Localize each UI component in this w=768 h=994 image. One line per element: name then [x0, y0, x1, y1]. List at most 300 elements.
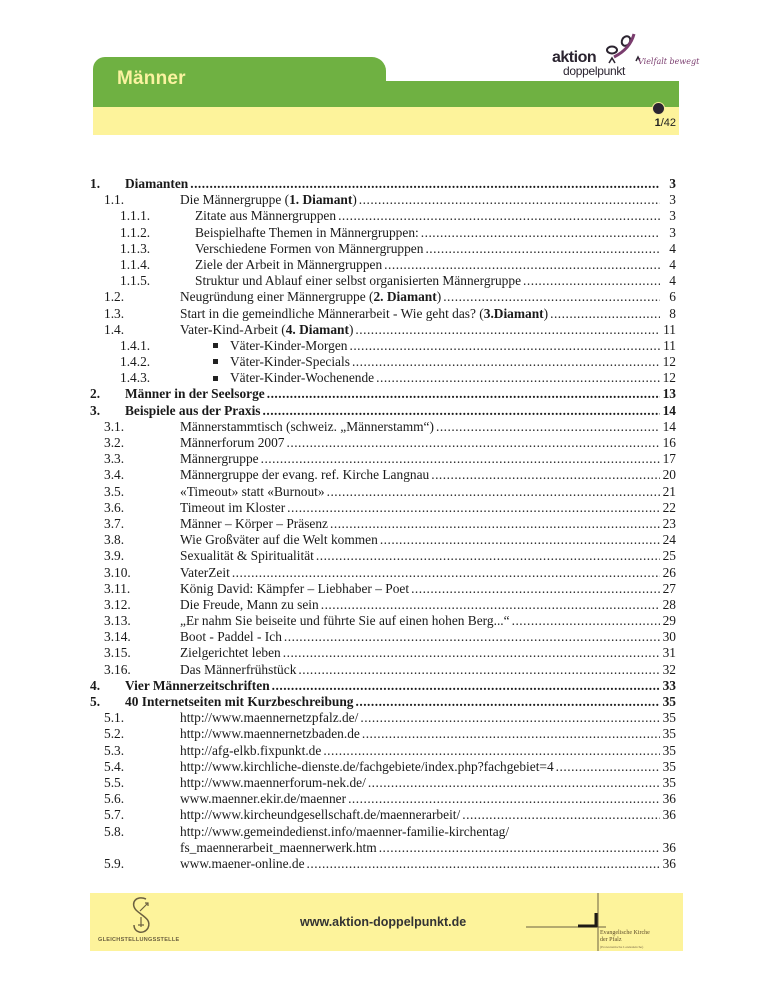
toc-entry-text	[180, 824, 676, 840]
toc-entry-title: Vater-Kind-Arbeit (	[180, 321, 286, 337]
toc-entry[interactable]	[90, 775, 676, 791]
toc-entry-number: 1.4.2.	[120, 354, 151, 370]
dot-leader	[379, 840, 660, 856]
table-of-contents	[90, 176, 676, 872]
toc-entry-title: Boot - Paddel - Ich	[180, 629, 282, 645]
toc-entry[interactable]	[90, 678, 676, 694]
toc-entry-text	[180, 435, 676, 451]
toc-entry[interactable]	[90, 338, 676, 354]
toc-entry-number: 1.	[90, 176, 101, 191]
toc-entry-page: 35	[660, 694, 676, 710]
ekpfalz-text	[600, 930, 650, 944]
toc-entry[interactable]	[90, 710, 676, 726]
toc-entry-title: VaterZeit	[180, 564, 230, 580]
toc-entry-text	[125, 694, 676, 710]
toc-entry-number: 1.4.3.	[120, 370, 151, 386]
toc-entry-label	[180, 597, 321, 613]
toc-entry-number: 5.	[90, 694, 101, 709]
header-yellow-band	[93, 107, 679, 135]
toc-entry-number: 5.3.	[104, 742, 125, 758]
dot-leader	[431, 467, 660, 483]
bullet-icon	[213, 359, 218, 364]
toc-entry-page: 35	[660, 759, 676, 775]
toc-entry-title: www.maener-online.de	[180, 855, 305, 871]
toc-entry[interactable]	[90, 354, 676, 370]
gleichstellungsstelle-label: GLEICHSTELLUNGSSTELLE	[98, 937, 180, 943]
toc-entry[interactable]	[90, 208, 676, 224]
toc-entry[interactable]	[90, 645, 676, 661]
toc-entry-text	[195, 241, 676, 257]
toc-entry-title: Zitate aus Männergruppen	[195, 208, 337, 224]
toc-entry-page: 12	[660, 354, 676, 370]
toc-entry[interactable]	[90, 225, 676, 241]
toc-entry[interactable]	[90, 597, 676, 613]
dot-leader	[307, 856, 660, 872]
toc-entry-text	[195, 370, 676, 386]
toc-entry-number: 5.9.	[104, 855, 125, 871]
toc-entry-text	[180, 856, 676, 872]
dot-leader	[283, 645, 660, 661]
cross-icon	[526, 893, 606, 951]
toc-entry-page: 28	[660, 597, 676, 613]
toc-entry-text	[180, 775, 676, 791]
toc-entry-title: Timeout im Kloster	[180, 499, 286, 515]
toc-entry-text	[125, 176, 676, 192]
toc-entry-label	[125, 694, 356, 710]
toc-entry-label	[180, 726, 362, 742]
dot-leader	[360, 710, 660, 726]
toc-entry-page: 3	[660, 176, 676, 192]
dot-leader	[330, 516, 660, 532]
dot-leader	[421, 225, 660, 241]
bullet-icon	[213, 343, 218, 348]
dot-leader	[323, 743, 660, 759]
toc-entry-number: 3.	[90, 402, 101, 418]
dot-leader	[462, 807, 660, 823]
toc-entry-page: 11	[660, 338, 676, 354]
ekpfalz-logo	[526, 893, 676, 951]
toc-entry-number: 3.13.	[104, 613, 131, 629]
toc-entry-number: 3.8.	[104, 532, 125, 548]
toc-entry-page: 11	[660, 322, 676, 338]
toc-entry-label	[180, 322, 355, 338]
toc-entry-text	[195, 354, 676, 370]
logo-text-doppelpunkt: doppelpunkt	[563, 64, 626, 78]
toc-entry-number: 5.5.	[104, 774, 125, 790]
toc-entry-title: Beispiele aus der Praxis	[125, 402, 261, 418]
toc-entry[interactable]	[90, 791, 676, 807]
toc-entry-number: 3.2.	[104, 435, 125, 450]
dot-leader	[316, 548, 660, 564]
toc-entry-label	[180, 192, 359, 208]
toc-entry-page: 31	[660, 645, 676, 661]
toc-entry-title: www.maenner.ekir.de/maenner	[180, 791, 347, 807]
toc-entry-number: 1.1.4.	[120, 256, 151, 272]
toc-entry-title: Sexualität & Spiritualität	[180, 548, 314, 564]
figure-logo-icon	[600, 33, 640, 67]
toc-entry-text	[180, 532, 676, 548]
dot-leader	[380, 532, 660, 548]
toc-entry-number: 3.16.	[104, 661, 131, 677]
toc-entry-page: 24	[660, 532, 676, 548]
toc-entry-label	[195, 241, 425, 257]
toc-entry-text	[180, 743, 676, 759]
toc-entry-page: 36	[660, 856, 676, 872]
toc-entry-title: Männerforum 2007	[180, 435, 285, 450]
toc-entry-label	[125, 386, 267, 402]
toc-entry-label	[180, 710, 360, 726]
toc-entry-title: Start in die gemeindliche Männerarbeit - Wie geht das? (	[180, 305, 484, 321]
toc-entry-label	[180, 289, 443, 305]
dot-leader	[556, 759, 660, 775]
toc-entry-page: 23	[660, 516, 676, 532]
dot-leader	[550, 306, 660, 322]
toc-entry-text	[125, 678, 676, 694]
dot-leader	[411, 581, 660, 597]
toc-entry-text	[180, 500, 676, 516]
toc-entry-title: Die Männergruppe (	[180, 192, 290, 208]
dot-leader	[284, 629, 660, 645]
toc-entry[interactable]	[90, 467, 676, 483]
toc-entry-label	[180, 548, 316, 564]
toc-entry[interactable]	[90, 662, 676, 678]
toc-entry-text	[180, 710, 676, 726]
toc-entry-text	[180, 565, 676, 581]
toc-entry-number: 5.1.	[104, 710, 125, 726]
toc-entry-label	[180, 613, 512, 629]
toc-entry[interactable]	[90, 241, 676, 257]
toc-entry-text	[180, 726, 676, 742]
toc-entry-page: 16	[660, 435, 676, 451]
toc-entry-label	[180, 824, 511, 840]
toc-entry-page: 8	[660, 306, 676, 322]
dot-leader	[338, 208, 660, 224]
toc-entry-page: 21	[660, 484, 676, 500]
footer-url[interactable]: www.aktion-doppelpunkt.de	[300, 915, 467, 929]
dot-leader	[327, 484, 660, 500]
dot-leader	[356, 694, 661, 710]
toc-entry-title: Struktur und Ablauf einer selbst organisierten Männergruppe	[195, 273, 522, 289]
toc-entry-number: 1.4.	[104, 321, 125, 337]
toc-entry[interactable]	[90, 370, 676, 386]
dot-leader	[425, 241, 660, 257]
aktion-doppelpunkt-logo	[540, 33, 700, 79]
toc-entry-title-bold: 3.Diamant	[483, 305, 544, 321]
toc-entry-title: http://www.kircheundgesellschaft.de/maennerarbeit/	[180, 807, 461, 823]
toc-entry[interactable]	[90, 500, 676, 516]
toc-entry-text	[180, 597, 676, 613]
toc-entry[interactable]	[90, 192, 676, 208]
toc-entry-number: 3.12.	[104, 596, 131, 612]
toc-entry-title-tail: )	[543, 305, 549, 321]
toc-entry-page: 4	[660, 257, 676, 273]
dot-leader	[190, 176, 660, 192]
dot-leader	[349, 338, 660, 354]
toc-entry-number: 1.1.	[104, 192, 125, 208]
toc-entry-title: Männerstammtisch (schweiz. „Männerstamm“)	[180, 418, 434, 434]
toc-entry-page: 3	[660, 208, 676, 224]
toc-entry-title: http://www.maennernetzpfalz.de/	[180, 710, 359, 726]
dot-leader	[352, 354, 660, 370]
toc-entry-number: 1.2.	[104, 289, 125, 305]
dot-leader	[232, 565, 660, 581]
section-title: Männer	[117, 68, 186, 89]
toc-entry-page: 14	[660, 419, 676, 435]
toc-entry-page: 13	[660, 386, 676, 402]
toc-entry-title: Männergruppe der evang. ref. Kirche Langnau	[180, 467, 430, 483]
toc-entry-page: 6	[660, 289, 676, 305]
toc-entry-label	[180, 306, 550, 322]
toc-entry-title-bold: 4. Diamant	[285, 321, 349, 337]
toc-entry-text	[180, 791, 676, 807]
toc-entry[interactable]	[90, 435, 676, 451]
dot-leader	[267, 386, 660, 402]
toc-entry[interactable]	[90, 856, 676, 872]
toc-entry[interactable]	[90, 629, 676, 645]
toc-entry-page: 36	[660, 807, 676, 823]
toc-entry-number: 2.	[90, 386, 101, 402]
toc-entry-number: 1.4.1.	[120, 337, 151, 353]
toc-entry-title: http://www.maennerforum-nek.de/	[180, 774, 366, 790]
toc-entry-label	[180, 419, 436, 435]
toc-entry-label	[195, 370, 376, 386]
dot-leader	[272, 678, 660, 694]
toc-entry-text	[180, 662, 676, 678]
toc-entry-page: 36	[660, 791, 676, 807]
toc-entry-title: Diamanten	[125, 176, 189, 191]
ekpfalz-line2: der Pfalz	[600, 937, 622, 943]
toc-entry-label	[180, 791, 348, 807]
toc-entry-number: 1.1.3.	[120, 240, 151, 256]
toc-entry[interactable]	[90, 548, 676, 564]
ekpfalz-line1: Evangelische Kirche	[600, 930, 650, 936]
toc-entry-continuation[interactable]	[90, 840, 676, 856]
toc-entry-page: 22	[660, 500, 676, 516]
toc-entry-title: „Er nahm Sie beiseite und führte Sie auf einen hohen Berg...“	[180, 613, 510, 629]
toc-entry-text	[195, 273, 676, 289]
toc-entry-number: 3.15.	[104, 645, 131, 661]
toc-entry-number: 3.6.	[104, 499, 125, 515]
toc-entry-page: 25	[660, 548, 676, 564]
toc-entry-number: 3.9.	[104, 548, 125, 564]
toc-entry-title: Männer in der Seelsorge	[125, 386, 265, 402]
toc-entry-label	[180, 484, 327, 500]
toc-entry-page: 35	[660, 775, 676, 791]
dot-leader	[523, 273, 660, 289]
toc-entry-title: Zielgerichtet leben	[180, 645, 281, 661]
toc-entry-label	[125, 176, 190, 192]
toc-entry-text	[180, 467, 676, 483]
dot-icon	[653, 103, 664, 114]
toc-entry-title: Beispielhafte Themen in Männergruppen:	[195, 224, 419, 240]
toc-entry-label	[180, 856, 307, 872]
toc-entry-text	[180, 306, 676, 322]
dot-leader	[263, 403, 660, 419]
toc-entry-number: 4.	[90, 677, 101, 693]
toc-entry-title: Väter-Kinder-Specials	[230, 354, 350, 370]
dot-leader	[321, 597, 660, 613]
toc-entry-page: 33	[660, 678, 676, 694]
toc-entry-title-bold: 1. Diamant	[289, 192, 353, 208]
toc-entry[interactable]	[90, 565, 676, 581]
toc-entry-label	[195, 257, 384, 273]
toc-entry-page: 4	[660, 241, 676, 257]
toc-entry-label	[180, 629, 284, 645]
toc-entry-label	[180, 516, 330, 532]
toc-entry[interactable]	[90, 516, 676, 532]
toc-entry-number: 3.5.	[104, 483, 125, 499]
toc-entry-page: 35	[660, 743, 676, 759]
toc-entry[interactable]	[90, 386, 676, 402]
toc-entry-title: Vier Männerzeitschriften	[125, 677, 270, 693]
toc-entry-text	[180, 322, 676, 338]
dot-leader	[287, 500, 660, 516]
toc-entry-page: 32	[660, 662, 676, 678]
toc-entry[interactable]	[90, 694, 676, 710]
toc-entry-title: http://www.maennernetzbaden.de	[180, 726, 360, 742]
toc-entry-label	[180, 581, 411, 597]
toc-entry-text	[180, 548, 676, 564]
toc-entry-number: 3.3.	[104, 451, 125, 467]
toc-entry-title: Verschiedene Formen von Männergruppen	[195, 240, 424, 256]
toc-entry[interactable]	[90, 824, 676, 840]
toc-entry-label	[180, 662, 298, 678]
toc-entry-text	[125, 386, 676, 402]
toc-entry-title: Wie Großväter auf die Welt kommen	[180, 532, 378, 548]
dot-leader	[512, 613, 660, 629]
toc-entry-text	[195, 338, 676, 354]
toc-entry[interactable]	[90, 532, 676, 548]
toc-entry-text	[180, 581, 676, 597]
toc-entry-number: 3.11.	[104, 580, 131, 596]
toc-entry-label	[180, 645, 283, 661]
toc-entry-label	[195, 273, 523, 289]
dot-leader	[355, 322, 660, 338]
toc-entry-title: Väter-Kinder-Wochenende	[230, 370, 375, 386]
toc-entry[interactable]	[90, 273, 676, 289]
toc-entry-text	[180, 419, 676, 435]
toc-entry-label	[195, 225, 421, 241]
toc-entry-title-tail: )	[352, 192, 357, 208]
dot-leader	[261, 451, 660, 467]
toc-entry-label	[180, 807, 462, 823]
toc-entry-text	[180, 192, 676, 208]
toc-entry-text	[180, 289, 676, 305]
toc-entry[interactable]	[90, 613, 676, 629]
toc-entry-text	[180, 613, 676, 629]
toc-entry[interactable]	[90, 403, 676, 419]
toc-entry[interactable]	[90, 807, 676, 823]
toc-entry-text	[125, 403, 676, 419]
toc-entry-label	[180, 775, 368, 791]
toc-entry-label	[180, 451, 261, 467]
toc-entry-title: http://www.gemeindedienst.info/maenner-familie-kirchentag/	[180, 823, 510, 839]
toc-entry-number: 3.7.	[104, 515, 125, 531]
dot-leader	[348, 791, 660, 807]
toc-entry-number: 5.8.	[104, 823, 125, 839]
toc-entry[interactable]	[90, 451, 676, 467]
toc-entry-number: 5.7.	[104, 807, 125, 823]
logo-tagline: Vielfalt bewegt	[638, 57, 700, 66]
toc-entry-number: 1.1.1.	[120, 208, 151, 224]
toc-entry-number: 3.1.	[104, 418, 125, 434]
toc-entry[interactable]	[90, 257, 676, 273]
toc-entry[interactable]	[90, 289, 676, 305]
toc-entry-label	[180, 467, 431, 483]
toc-entry-label	[180, 435, 287, 451]
logo-text-aktion: aktion	[552, 49, 597, 66]
toc-entry-number: 1.3.	[104, 305, 125, 321]
toc-entry-title-bold: 2. Diamant	[373, 289, 437, 305]
toc-entry-page: 35	[660, 710, 676, 726]
toc-entry[interactable]	[90, 419, 676, 435]
toc-entry-title: Die Freude, Mann zu sein	[180, 596, 319, 612]
toc-entry-page: 3	[660, 192, 676, 208]
page-indicator	[655, 117, 676, 129]
toc-entry-page: 26	[660, 565, 676, 581]
toc-entry[interactable]	[90, 759, 676, 775]
toc-entry-label	[180, 500, 287, 516]
toc-entry-number: 3.4.	[104, 467, 125, 483]
toc-entry-title-tail: )	[348, 321, 354, 337]
toc-entry-number: 5.4.	[104, 758, 125, 774]
toc-entry-number: 5.2.	[104, 726, 125, 742]
toc-entry-page: 36	[660, 840, 676, 856]
toc-entry-page: 17	[660, 451, 676, 467]
toc-entry-page: 20	[660, 467, 676, 483]
toc-entry-page: 30	[660, 629, 676, 645]
toc-entry-text	[195, 208, 676, 224]
toc-entry-label	[180, 759, 556, 775]
toc-entry-number: 3.10.	[104, 564, 131, 580]
toc-entry[interactable]	[90, 306, 676, 322]
footer	[90, 893, 683, 951]
toc-entry-text	[180, 516, 676, 532]
toc-entry[interactable]	[90, 581, 676, 597]
dot-leader	[443, 289, 660, 305]
toc-entry[interactable]	[90, 484, 676, 500]
toc-entry-text	[180, 759, 676, 775]
toc-entry-label	[180, 743, 323, 759]
toc-entry-text	[180, 451, 676, 467]
toc-entry-title: Männergruppe	[180, 451, 259, 467]
toc-entry-title: Väter-Kinder-Morgen	[230, 337, 348, 353]
toc-entry-number: 5.6.	[104, 791, 125, 807]
dot-leader	[368, 775, 660, 791]
toc-entry-text	[195, 257, 676, 273]
toc-entry[interactable]	[90, 176, 676, 192]
toc-entry[interactable]	[90, 726, 676, 742]
toc-entry-text	[180, 807, 676, 823]
toc-entry-title: «Timeout» statt «Burnout»	[180, 483, 325, 499]
dot-leader	[376, 370, 660, 386]
bullet-icon	[213, 376, 218, 381]
toc-entry-text	[180, 645, 676, 661]
toc-entry-label	[180, 565, 232, 581]
dot-leader	[359, 192, 660, 208]
dot-leader	[287, 435, 661, 451]
toc-entry-title: Das Männerfrühstück	[180, 661, 297, 677]
toc-entry-title: Männer – Körper – Präsenz	[180, 515, 328, 531]
toc-entry-page: 27	[660, 581, 676, 597]
dot-leader	[298, 662, 660, 678]
toc-entry-label: fs_maennerarbeit_maennerwerk.htm	[180, 839, 377, 855]
toc-entry[interactable]	[90, 322, 676, 338]
toc-entry-title: 40 Internetseiten mit Kurzbeschreibung	[125, 694, 354, 709]
toc-entry-label	[125, 678, 272, 694]
toc-entry[interactable]	[90, 743, 676, 759]
ekpfalz-line3: (Protestantische Landeskirche)	[600, 945, 644, 949]
